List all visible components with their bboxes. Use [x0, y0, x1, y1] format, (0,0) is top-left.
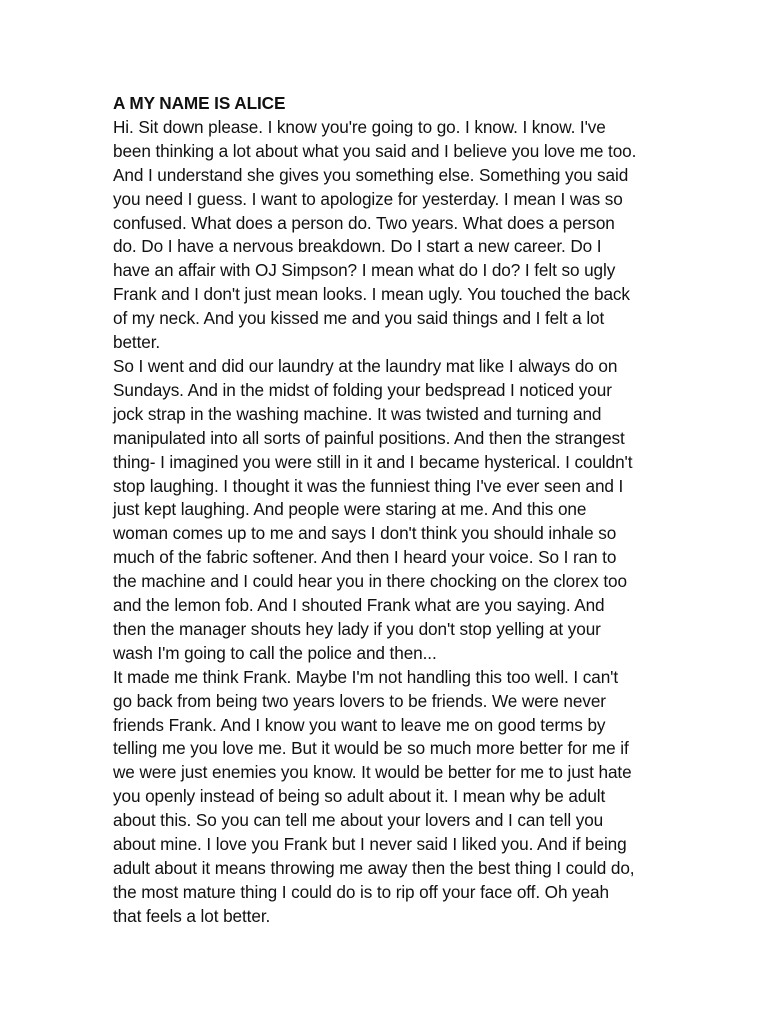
text-line: It made me think Frank. Maybe I'm not handling this too well. I can't	[113, 666, 619, 687]
paragraph-list	[113, 116, 673, 929]
text-line: then the manager shouts hey lady if you don't stop yelling at your	[113, 618, 601, 639]
text-line: just kept laughing. And people were staring at me. And this one	[113, 499, 587, 520]
text-line: Hi. Sit down please. I know you're going to go. I know. I know. I've	[113, 116, 606, 137]
text-line: And I understand she gives you something else. Something you said	[113, 164, 629, 185]
text-line: much of the fabric softener. And then I heard your voice. So I ran to	[113, 547, 617, 568]
text-line: Frank and I don't just mean looks. I mean ugly. You touched the back	[113, 284, 630, 305]
text-line: the machine and I could hear you in there chocking on the clorex too	[113, 571, 627, 592]
text-line: that feels a lot better.	[113, 905, 271, 926]
paragraph	[113, 666, 673, 929]
text-line: you openly instead of being so adult about it. I mean why be adult	[113, 786, 606, 807]
text-line: go back from being two years lovers to be friends. We were never	[113, 690, 606, 711]
text-line: jock strap in the washing machine. It was twisted and turning and	[113, 403, 602, 424]
text-line: of my neck. And you kissed me and you said things and I felt a lot	[113, 308, 605, 329]
text-line: been thinking a lot about what you said and I believe you love me too.	[113, 140, 637, 161]
text-line: adult about it means throwing me away then the best thing I could do,	[113, 858, 635, 878]
text-line: the most mature thing I could do is to rip off your face off. Oh yeah	[113, 881, 609, 902]
text-line: telling me you love me. But it would be so much more better for me if	[113, 738, 629, 759]
text-line: thing- I imagined you were still in it and I became hysterical. I couldn't	[113, 451, 633, 472]
text-line: better.	[113, 332, 161, 353]
text-line: manipulated into all sorts of painful positions. And then the strangest	[113, 427, 625, 448]
paragraph	[113, 355, 673, 666]
text-line: we were just enemies you know. It would be better for me to just hate	[113, 762, 632, 783]
text-line: have an affair with OJ Simpson? I mean what do I do? I felt so ugly	[113, 260, 616, 281]
text-line: about this. So you can tell me about your lovers and I can tell you	[113, 810, 604, 831]
text-line: and the lemon fob. And I shouted Frank what are you saying. And	[113, 595, 605, 616]
text-line: wash I'm going to call the police and then...	[113, 642, 437, 663]
text-line: stop laughing. I thought it was the funniest thing I've ever seen and I	[113, 475, 624, 496]
text-line: confused. What does a person do. Two years. What does a person	[113, 212, 615, 233]
text-line: woman comes up to me and says I don't think you should inhale so	[113, 523, 617, 544]
text-line: do. Do I have a nervous breakdown. Do I start a new career. Do I	[113, 236, 602, 257]
text-line: friends Frank. And I know you want to leave me on good terms by	[113, 714, 606, 735]
text-line: Sundays. And in the midst of folding your bedspread I noticed your	[113, 379, 612, 400]
document-title: A MY NAME IS ALICE	[113, 93, 286, 113]
text-line: So I went and did our laundry at the laundry mat like I always do on	[113, 355, 618, 376]
text-line: about mine. I love you Frank but I never said I liked you. And if being	[113, 834, 627, 855]
document-body	[113, 92, 673, 929]
text-line: you need I guess. I want to apologize for yesterday. I mean I was so	[113, 188, 623, 209]
paragraph	[113, 116, 673, 355]
